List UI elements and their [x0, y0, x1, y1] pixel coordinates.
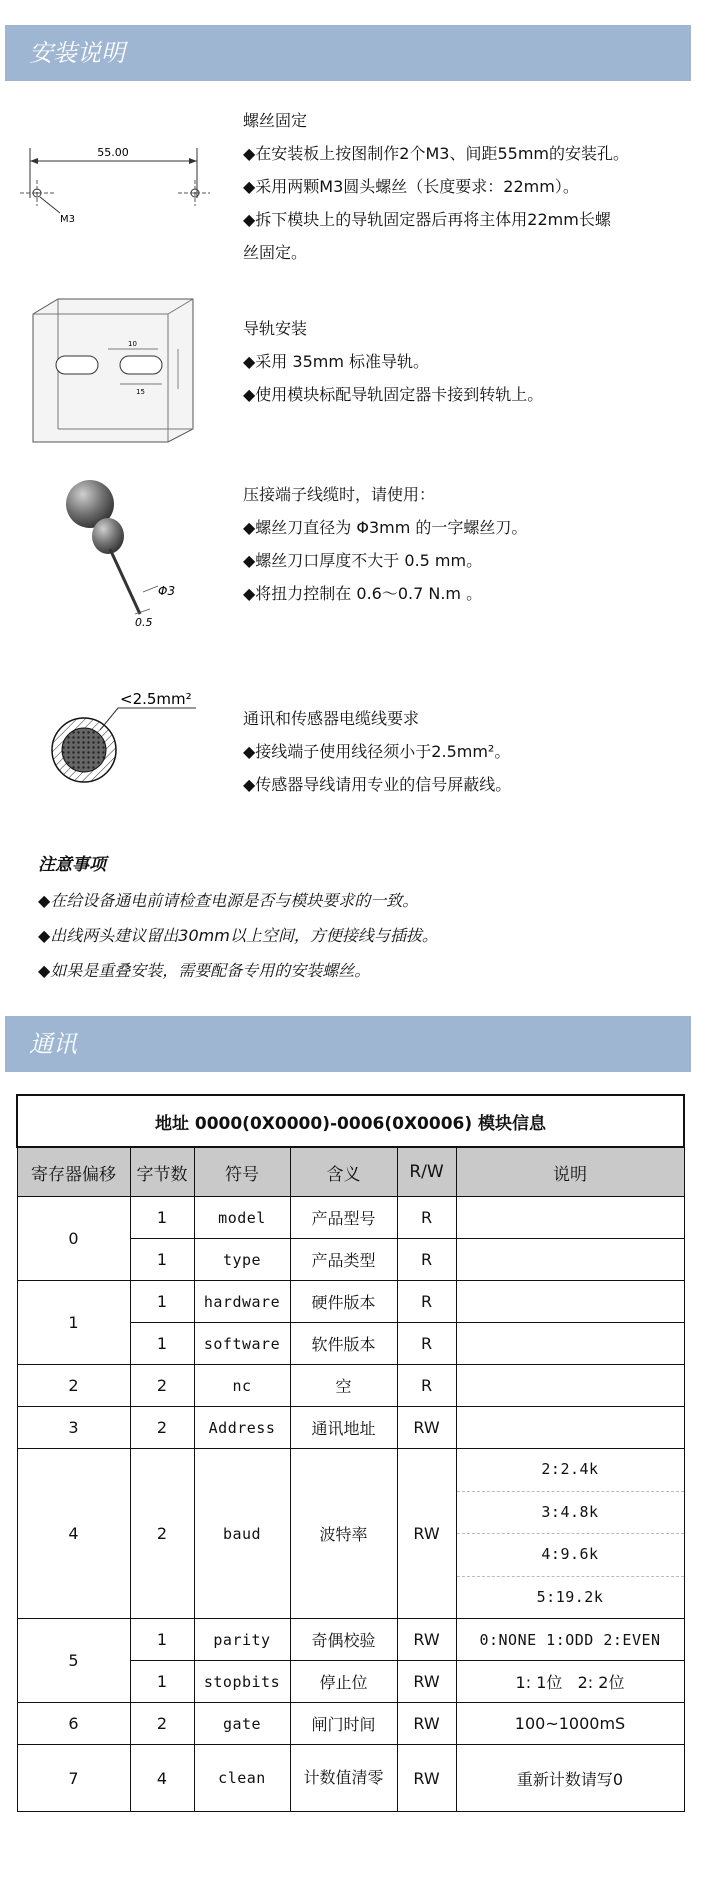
- cell-symbol: baud: [194, 1449, 290, 1619]
- header-description: 说明: [456, 1147, 684, 1197]
- screw-line-3: ◆拆下模块上的导轨固定器后再将主体用22mm长螺: [243, 210, 611, 229]
- cell-offset: 5: [17, 1619, 130, 1703]
- cell-rw: RW: [397, 1619, 456, 1661]
- cell-symbol: clean: [194, 1745, 290, 1812]
- rail-dim-b: 15: [136, 388, 145, 396]
- rail-title: 导轨安装: [243, 319, 308, 338]
- crimp-line-3: ◆将扭力控制在 0.6～0.7 N.m 。: [243, 584, 483, 603]
- cell-bytes: 1: [130, 1619, 194, 1661]
- crimp-block: [243, 478, 527, 610]
- cell-offset: 6: [17, 1703, 130, 1745]
- cell-rw: RW: [397, 1745, 456, 1812]
- crimp-line-1: ◆螺丝刀直径为 Φ3mm 的一字螺丝刀。: [243, 518, 528, 537]
- notes-line-1: ◆在给设备通电前请检查电源是否与模块要求的一致。: [38, 891, 419, 910]
- rail-dim-a: 10: [128, 340, 137, 348]
- table-row: [17, 1449, 684, 1619]
- table-header-row: [17, 1147, 684, 1197]
- cell-symbol: parity: [194, 1619, 290, 1661]
- cell-offset: 4: [17, 1449, 130, 1619]
- cell-offset: 0: [17, 1197, 130, 1281]
- m3-label: M3: [60, 214, 75, 225]
- cell-bytes: 1: [130, 1281, 194, 1323]
- cell-symbol: Address: [194, 1407, 290, 1449]
- cell-symbol: model: [194, 1197, 290, 1239]
- crimp-line-2: ◆螺丝刀口厚度不大于 0.5 mm。: [243, 551, 483, 570]
- screw-line-1: ◆在安装板上按图制作2个M3、间距55mm的安装孔。: [243, 144, 630, 163]
- cell-symbol: type: [194, 1239, 290, 1281]
- screwdriver-diagram: [40, 474, 200, 629]
- comm-section-banner: 通讯: [5, 1016, 691, 1072]
- cell-meaning: 软件版本: [290, 1323, 397, 1365]
- cell-offset: 1: [17, 1281, 130, 1365]
- header-bytes: 字节数: [130, 1147, 194, 1197]
- cell-meaning: 波特率: [290, 1449, 397, 1619]
- dimension-label: 55.00: [97, 146, 129, 159]
- screw-hole-diagram: [10, 128, 210, 228]
- cell-meaning: 空: [290, 1365, 397, 1407]
- rail-block: [243, 312, 543, 411]
- table-row: [17, 1703, 684, 1745]
- cell-offset: 2: [17, 1365, 130, 1407]
- cell-meaning: 通讯地址: [290, 1407, 397, 1449]
- cell-bytes: 2: [130, 1449, 194, 1619]
- cell-bytes: 4: [130, 1745, 194, 1812]
- din-rail-diagram: [28, 294, 198, 444]
- baud-option: 4:9.6k: [457, 1534, 684, 1577]
- cell-offset: 7: [17, 1745, 130, 1812]
- notes-title: 注意事项: [38, 855, 106, 875]
- cell-description: [456, 1323, 684, 1365]
- header-rw: R/W: [397, 1147, 456, 1197]
- cell-symbol: nc: [194, 1365, 290, 1407]
- cell-description: 1: 1位 2: 2位: [456, 1661, 684, 1703]
- cell-rw: R: [397, 1323, 456, 1365]
- rail-line-2: ◆使用模块标配导轨固定器卡接到转轨上。: [243, 385, 544, 404]
- screw-fixing-block: [243, 104, 629, 269]
- cable-size-label: <2.5mm²: [120, 690, 192, 708]
- cell-meaning: 产品类型: [290, 1239, 397, 1281]
- baud-option: 2:2.4k: [457, 1449, 684, 1492]
- cell-meaning: 奇偶校验: [290, 1619, 397, 1661]
- cell-meaning: 计数值清零: [290, 1745, 397, 1812]
- cell-offset: 3: [17, 1407, 130, 1449]
- header-symbol: 符号: [194, 1147, 290, 1197]
- notes-block: [38, 848, 438, 988]
- cell-rw: RW: [397, 1661, 456, 1703]
- cell-meaning: 停止位: [290, 1661, 397, 1703]
- cable-title: 通讯和传感器电缆线要求: [243, 709, 420, 728]
- table-row: [17, 1745, 684, 1812]
- cell-symbol: gate: [194, 1703, 290, 1745]
- cell-bytes: 2: [130, 1365, 194, 1407]
- cell-bytes: 1: [130, 1661, 194, 1703]
- header-meaning: 含义: [290, 1147, 397, 1197]
- cell-meaning: 硬件版本: [290, 1281, 397, 1323]
- screw-line-4: 丝固定。: [243, 243, 308, 262]
- rail-line-1: ◆采用 35mm 标准导轨。: [243, 352, 430, 371]
- table-title: 地址 0000(0X0000)-0006(0X0006) 模块信息: [17, 1095, 684, 1147]
- cell-description: [456, 1197, 684, 1239]
- crimp-title: 压接端子线缆时，请使用：: [243, 485, 436, 504]
- cell-rw: R: [397, 1281, 456, 1323]
- cell-bytes: 2: [130, 1703, 194, 1745]
- cell-symbol: software: [194, 1323, 290, 1365]
- cell-description: [456, 1365, 684, 1407]
- cell-description: 100~1000mS: [456, 1703, 684, 1745]
- header-offset: 寄存器偏移: [17, 1147, 130, 1197]
- screw-fixing-title: 螺丝固定: [243, 111, 308, 130]
- cable-line-1: ◆接线端子使用线径须小于2.5mm²。: [243, 742, 511, 761]
- cell-bytes: 2: [130, 1407, 194, 1449]
- cell-rw: RW: [397, 1449, 456, 1619]
- cable-block: [243, 702, 511, 801]
- cell-rw: R: [397, 1239, 456, 1281]
- screwdriver-diameter-label: Φ3: [158, 584, 176, 598]
- cell-description: [456, 1281, 684, 1323]
- cell-rw: RW: [397, 1407, 456, 1449]
- cell-meaning: 闸门时间: [290, 1703, 397, 1745]
- table-row: [17, 1281, 684, 1323]
- register-table: [16, 1094, 685, 1812]
- cell-bytes: 1: [130, 1197, 194, 1239]
- cell-symbol: stopbits: [194, 1661, 290, 1703]
- cell-rw: R: [397, 1197, 456, 1239]
- table-row: [17, 1407, 684, 1449]
- baud-option: 5:19.2k: [536, 1587, 604, 1606]
- notes-line-2: ◆出线两头建议留出30mm以上空间，方便接线与插拔。: [38, 926, 438, 945]
- cell-rw: RW: [397, 1703, 456, 1745]
- cell-meaning: 产品型号: [290, 1197, 397, 1239]
- cell-rw: R: [397, 1365, 456, 1407]
- table-row: [17, 1365, 684, 1407]
- cell-description: [456, 1449, 684, 1619]
- cell-description: 重新计数请写0: [456, 1745, 684, 1812]
- cell-description: [456, 1407, 684, 1449]
- cable-cross-section-diagram: [46, 690, 216, 790]
- install-section-banner: 安装说明: [5, 25, 691, 81]
- screw-line-2: ◆采用两颗M3圆头螺丝（长度要求：22mm）。: [243, 177, 579, 196]
- table-row: [17, 1197, 684, 1239]
- screwdriver-tip-label: 0.5: [135, 616, 153, 629]
- cell-bytes: 1: [130, 1239, 194, 1281]
- baud-option: 3:4.8k: [457, 1492, 684, 1535]
- cell-symbol: hardware: [194, 1281, 290, 1323]
- cell-bytes: 1: [130, 1323, 194, 1365]
- cable-line-2: ◆传感器导线请用专业的信号屏蔽线。: [243, 775, 512, 794]
- table-row: [17, 1619, 684, 1661]
- cell-description: [456, 1239, 684, 1281]
- notes-line-3: ◆如果是重叠安装，需要配备专用的安装螺丝。: [38, 961, 371, 980]
- cell-description: 0:NONE 1:ODD 2:EVEN: [456, 1619, 684, 1661]
